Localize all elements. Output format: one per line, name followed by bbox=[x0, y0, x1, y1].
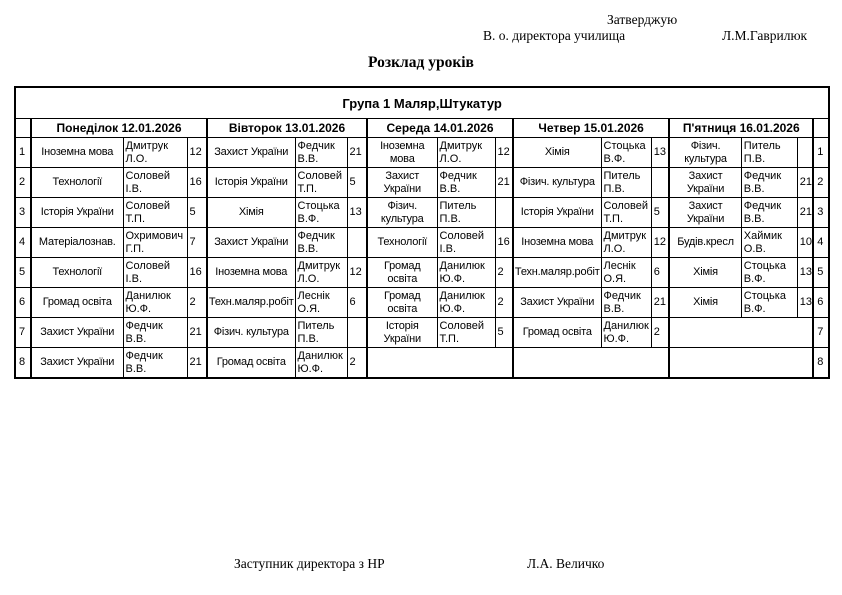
subject-cell: Громад освіта bbox=[31, 288, 123, 318]
day-header: Середа 14.01.2026 bbox=[367, 119, 513, 138]
subject-cell: Іноземна мова bbox=[367, 138, 437, 168]
subject-cell: Техн.маляр.робіт bbox=[207, 288, 295, 318]
subject-cell: Громад освіта bbox=[513, 318, 601, 348]
room-cell bbox=[651, 168, 669, 198]
teacher-cell: Данилюк Ю.Ф. bbox=[123, 288, 187, 318]
day-header: П'ятниця 16.01.2026 bbox=[669, 119, 813, 138]
teacher-cell: Леснік О.Я. bbox=[601, 258, 651, 288]
teacher-cell: Питель П.В. bbox=[741, 138, 797, 168]
room-cell: 16 bbox=[187, 258, 207, 288]
room-cell: 6 bbox=[347, 288, 367, 318]
footer-signature-name: Л.А. Величко bbox=[527, 556, 605, 571]
subject-cell: Громад освіта bbox=[367, 258, 437, 288]
subject-cell: Фізич. культура bbox=[513, 168, 601, 198]
teacher-cell: Дмитрук Л.О. bbox=[437, 138, 495, 168]
room-cell bbox=[347, 228, 367, 258]
teacher-cell: Стоцька В.Ф. bbox=[741, 258, 797, 288]
subject-cell: Захист України bbox=[207, 228, 295, 258]
lesson-number-left: 6 bbox=[15, 288, 31, 318]
lesson-number-right: 7 bbox=[813, 318, 829, 348]
subject-cell: Захист України bbox=[31, 318, 123, 348]
room-cell: 13 bbox=[347, 198, 367, 228]
teacher-cell: Стоцька В.Ф. bbox=[295, 198, 347, 228]
subject-cell: Захист України bbox=[31, 348, 123, 379]
lesson-row bbox=[15, 348, 829, 379]
subject-cell: Технології bbox=[367, 228, 437, 258]
subject-cell: Історія України bbox=[367, 318, 437, 348]
lesson-number-left: 2 bbox=[15, 168, 31, 198]
teacher-cell: Данилюк Ю.Ф. bbox=[437, 258, 495, 288]
day-header: Вівторок 13.01.2026 bbox=[207, 119, 367, 138]
lesson-number-left: 4 bbox=[15, 228, 31, 258]
room-cell bbox=[495, 198, 513, 228]
day-header: Четвер 15.01.2026 bbox=[513, 119, 669, 138]
teacher-cell: Соловей І.В. bbox=[437, 228, 495, 258]
lesson-row bbox=[15, 318, 829, 348]
teacher-cell: Федчик В.В. bbox=[741, 198, 797, 228]
teacher-cell: Федчик В.В. bbox=[295, 228, 347, 258]
teacher-cell: Питель П.В. bbox=[437, 198, 495, 228]
lesson-number-right: 6 bbox=[813, 288, 829, 318]
teacher-cell: Питель П.В. bbox=[601, 168, 651, 198]
lesson-number-right: 3 bbox=[813, 198, 829, 228]
room-cell: 5 bbox=[495, 318, 513, 348]
room-cell: 21 bbox=[797, 168, 813, 198]
lesson-number-right: 1 bbox=[813, 138, 829, 168]
teacher-cell: Дмитрук Л.О. bbox=[295, 258, 347, 288]
room-cell: 2 bbox=[651, 318, 669, 348]
lesson-number-left: 5 bbox=[15, 258, 31, 288]
teacher-cell: Стоцька В.Ф. bbox=[601, 138, 651, 168]
subject-cell: Історія України bbox=[513, 198, 601, 228]
subject-cell: Фізич. культура bbox=[367, 198, 437, 228]
lesson-number-right: 5 bbox=[813, 258, 829, 288]
subject-cell: Хімія bbox=[669, 288, 741, 318]
teacher-cell: Соловей Т.П. bbox=[123, 198, 187, 228]
lesson-row bbox=[15, 258, 829, 288]
empty-lesson-cell bbox=[669, 348, 813, 379]
teacher-cell: Данилюк Ю.Ф. bbox=[295, 348, 347, 379]
teacher-cell: Федчик В.В. bbox=[295, 138, 347, 168]
room-cell: 12 bbox=[187, 138, 207, 168]
approval-signature-name: Л.М.Гаврилюк bbox=[722, 28, 808, 43]
subject-cell: Іноземна мова bbox=[31, 138, 123, 168]
room-cell: 21 bbox=[797, 198, 813, 228]
room-cell: 16 bbox=[495, 228, 513, 258]
room-cell: 21 bbox=[495, 168, 513, 198]
approval-role: В. о. директора училища bbox=[483, 28, 626, 43]
room-cell: 6 bbox=[651, 258, 669, 288]
lesson-row bbox=[15, 138, 829, 168]
room-cell: 21 bbox=[187, 318, 207, 348]
lesson-number-left: 1 bbox=[15, 138, 31, 168]
room-cell: 7 bbox=[187, 228, 207, 258]
empty-lesson-cell bbox=[367, 348, 513, 379]
room-cell: 2 bbox=[347, 348, 367, 379]
teacher-cell: Соловей Т.П. bbox=[437, 318, 495, 348]
teacher-cell: Дмитрук Л.О. bbox=[123, 138, 187, 168]
subject-cell: Будів.кресл bbox=[669, 228, 741, 258]
subject-cell: Хімія bbox=[669, 258, 741, 288]
teacher-cell: Охримович Г.П. bbox=[123, 228, 187, 258]
lesson-row bbox=[15, 168, 829, 198]
lesson-number-left: 8 bbox=[15, 348, 31, 379]
subject-cell: Захист України bbox=[207, 138, 295, 168]
room-cell: 10 bbox=[797, 228, 813, 258]
teacher-cell: Федчик В.В. bbox=[601, 288, 651, 318]
subject-cell: Фізич. культура bbox=[669, 138, 741, 168]
subject-cell: Захист України bbox=[669, 198, 741, 228]
lesson-number-right: 4 bbox=[813, 228, 829, 258]
subject-cell: Хімія bbox=[207, 198, 295, 228]
teacher-cell: Дмитрук Л.О. bbox=[601, 228, 651, 258]
teacher-cell: Леснік О.Я. bbox=[295, 288, 347, 318]
subject-cell: Іноземна мова bbox=[207, 258, 295, 288]
teacher-cell: Соловей Т.П. bbox=[295, 168, 347, 198]
lesson-row bbox=[15, 198, 829, 228]
day-header-row bbox=[15, 119, 829, 138]
teacher-cell: Федчик В.В. bbox=[437, 168, 495, 198]
group-title: Група 1 Маляр,Штукатур bbox=[15, 87, 829, 119]
lesson-number-left: 7 bbox=[15, 318, 31, 348]
page-title: Розклад уроків bbox=[368, 54, 474, 71]
teacher-cell: Питель П.В. bbox=[295, 318, 347, 348]
teacher-cell: Соловей І.В. bbox=[123, 168, 187, 198]
teacher-cell: Данилюк Ю.Ф. bbox=[601, 318, 651, 348]
footer-role: Заступник директора з НР bbox=[234, 556, 385, 571]
subject-cell: Громад освіта bbox=[207, 348, 295, 379]
teacher-cell: Соловей І.В. bbox=[123, 258, 187, 288]
subject-cell: Історія України bbox=[31, 198, 123, 228]
empty-lesson-cell bbox=[513, 348, 669, 379]
corner-cell-left bbox=[15, 119, 31, 138]
subject-cell: Технології bbox=[31, 168, 123, 198]
teacher-cell: Соловей Т.П. bbox=[601, 198, 651, 228]
subject-cell: Захист України bbox=[669, 168, 741, 198]
subject-cell: Історія України bbox=[207, 168, 295, 198]
subject-cell: Громад освіта bbox=[367, 288, 437, 318]
teacher-cell: Федчик В.В. bbox=[123, 318, 187, 348]
room-cell: 13 bbox=[797, 258, 813, 288]
day-header: Понеділок 12.01.2026 bbox=[31, 119, 207, 138]
corner-cell-right bbox=[813, 119, 829, 138]
teacher-cell: Хаймик О.В. bbox=[741, 228, 797, 258]
lesson-number-left: 3 bbox=[15, 198, 31, 228]
teacher-cell: Данилюк Ю.Ф. bbox=[437, 288, 495, 318]
room-cell: 12 bbox=[495, 138, 513, 168]
lesson-number-right: 8 bbox=[813, 348, 829, 379]
room-cell: 2 bbox=[495, 288, 513, 318]
subject-cell: Іноземна мова bbox=[513, 228, 601, 258]
empty-lesson-cell bbox=[669, 318, 813, 348]
room-cell: 12 bbox=[347, 258, 367, 288]
schedule-table bbox=[14, 86, 830, 379]
room-cell: 21 bbox=[651, 288, 669, 318]
subject-cell: Техн.маляр.робіт bbox=[513, 258, 601, 288]
room-cell: 12 bbox=[651, 228, 669, 258]
room-cell: 2 bbox=[495, 258, 513, 288]
lesson-row bbox=[15, 228, 829, 258]
subject-cell: Захист України bbox=[367, 168, 437, 198]
room-cell: 5 bbox=[187, 198, 207, 228]
room-cell: 13 bbox=[797, 288, 813, 318]
approval-line: Затверджую bbox=[607, 12, 678, 27]
subject-cell: Технології bbox=[31, 258, 123, 288]
room-cell bbox=[347, 318, 367, 348]
subject-cell: Матеріалознав. bbox=[31, 228, 123, 258]
room-cell: 5 bbox=[651, 198, 669, 228]
subject-cell: Фізич. культура bbox=[207, 318, 295, 348]
room-cell: 16 bbox=[187, 168, 207, 198]
lesson-number-right: 2 bbox=[813, 168, 829, 198]
room-cell: 5 bbox=[347, 168, 367, 198]
room-cell bbox=[797, 138, 813, 168]
teacher-cell: Стоцька В.Ф. bbox=[741, 288, 797, 318]
room-cell: 21 bbox=[187, 348, 207, 379]
room-cell: 13 bbox=[651, 138, 669, 168]
subject-cell: Хімія bbox=[513, 138, 601, 168]
teacher-cell: Федчик В.В. bbox=[741, 168, 797, 198]
teacher-cell: Федчик В.В. bbox=[123, 348, 187, 379]
room-cell: 21 bbox=[347, 138, 367, 168]
subject-cell: Захист України bbox=[513, 288, 601, 318]
room-cell: 2 bbox=[187, 288, 207, 318]
lesson-row bbox=[15, 288, 829, 318]
group-title-row bbox=[15, 87, 829, 119]
